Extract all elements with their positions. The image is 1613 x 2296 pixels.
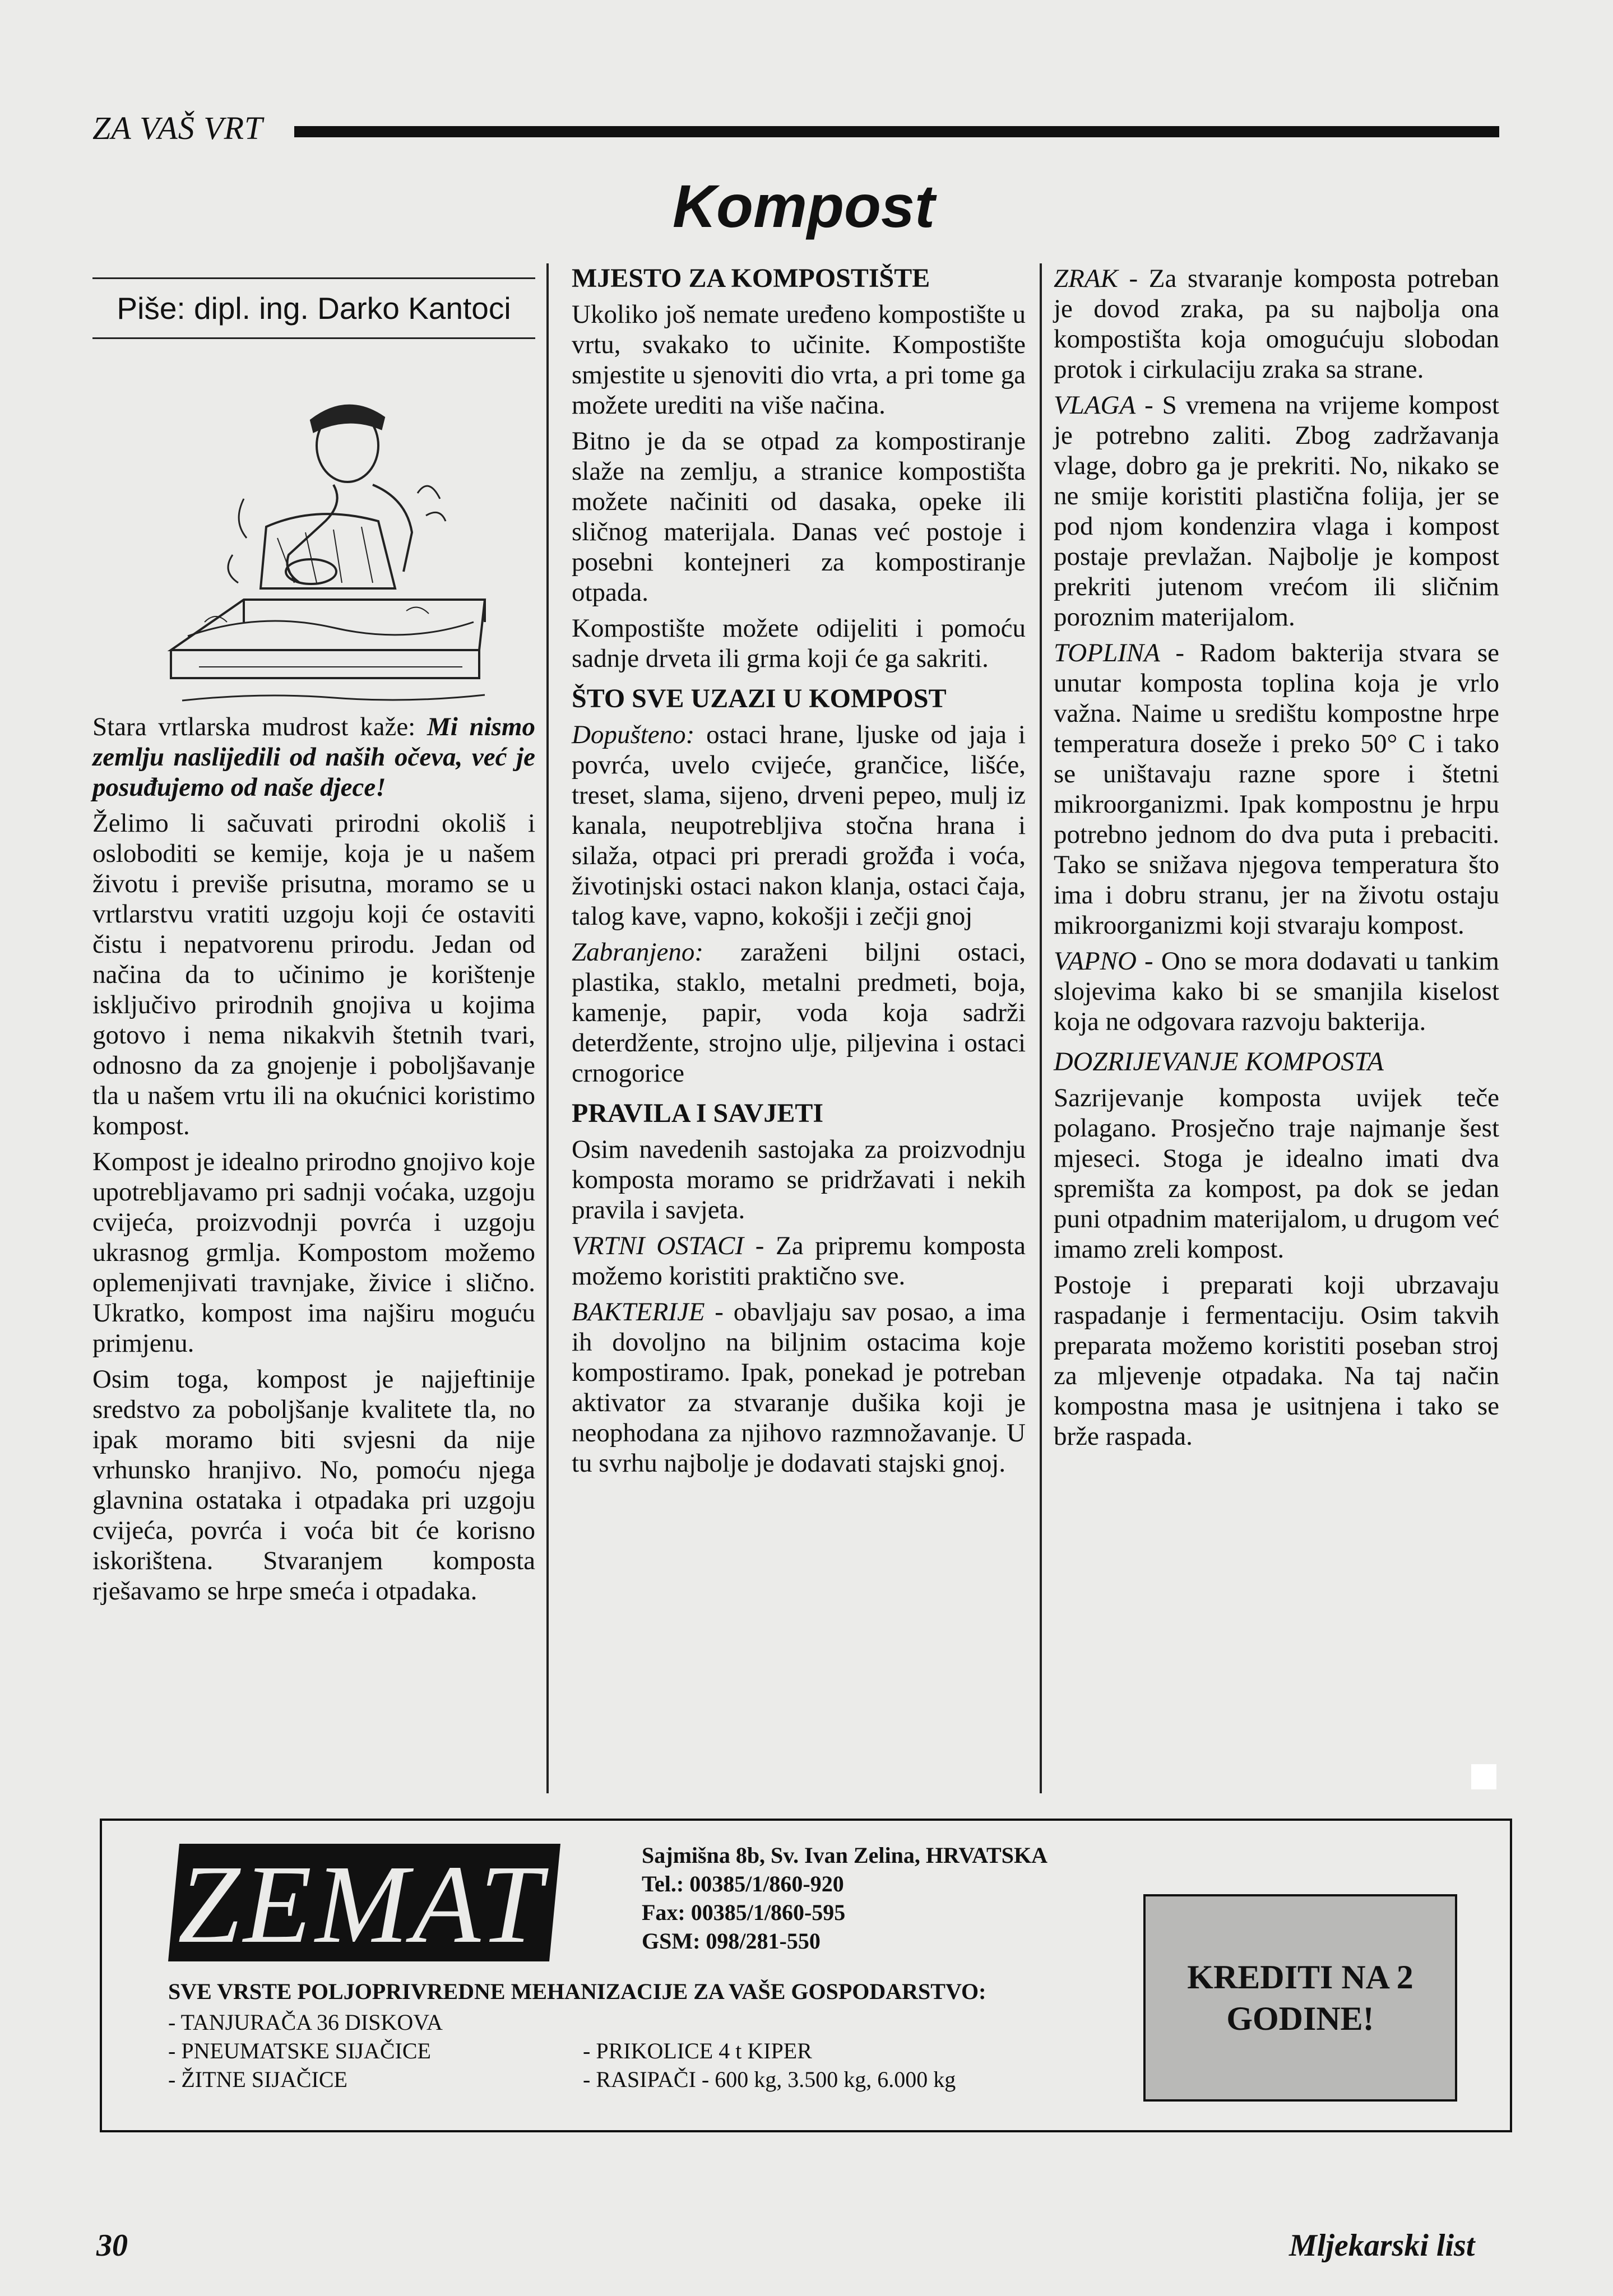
subheading: DOZRIJEVANJE KOMPOSTA xyxy=(1054,1047,1384,1077)
author-text: Piše: dipl. ing. Darko Kantoci xyxy=(117,291,511,326)
fax: Fax: 00385/1/860-595 xyxy=(642,1900,846,1925)
intro-paragraph xyxy=(92,712,535,803)
column-2-text xyxy=(572,263,1026,1484)
subheading: ŠTO SVE UZAZI U KOMPOST xyxy=(572,684,947,713)
column-3-text xyxy=(1054,263,1499,1457)
term-label: VLAGA xyxy=(1054,391,1136,420)
paragraph: Postoje i preparati koji ubrzavaju raspadanje i fermentaciju. Osim takvih preparata možemo koristiti poseban stroj za mljevenje otpadaka. Na taj način kompostna masa je usitnjena i tako se brže raspada. xyxy=(1054,1270,1499,1451)
term-text: - Radom bakterija stvara se unutar komposta toplina koja je vrlo važna. Naime u središtu kompostne hrpe temperatura doseže i preko 50° C i tako se uništavaju razne spore i štetni mikroorganizmi. Ipak kompostnu je hrpu potrebno jednom do dva puta i prebaciti. Tako se snižava njegova temperatura što ima i dobru stranu, jer na životu ostaju mikroorganizmi koji stvaraju kompost. xyxy=(1054,638,1499,940)
section-label: ZA VAŠ VRT xyxy=(92,110,263,146)
paragraph xyxy=(1054,946,1499,1037)
gardener-compost-illustration xyxy=(149,387,502,717)
term-label: TOPLINA xyxy=(1054,638,1160,667)
intro-text: Stara vrtlarska mudrost kaže: xyxy=(92,712,427,741)
address: Sajmišna 8b, Sv. Ivan Zelina, HRVATSKA xyxy=(642,1843,1047,1868)
credit-promo-box xyxy=(1143,1894,1457,2102)
term-text: - obavljaju sav posao, a ima ih dovoljno na biljnim ostacima koje kompostiramo. Ipak, ponekad je potreban aktivator za stvaranje dušika koji je neophodana za njihovo razmnožavanje. U tu svrhu najbolje je dodavati stajski gnoj. xyxy=(572,1297,1026,1478)
author-byline xyxy=(92,277,535,339)
paragraph: Kompostište možete odijeliti i pomoću sadnje drveta ili grma koji će ga sakriti. xyxy=(572,614,1026,673)
list-item: - TANJURAČA 36 DISKOVA xyxy=(168,2010,443,2035)
term-label: Dopušteno: xyxy=(572,720,695,749)
column-1-text xyxy=(92,712,535,1612)
paragraph xyxy=(572,1297,1026,1478)
paragraph xyxy=(572,1231,1026,1291)
term-label: ZRAK xyxy=(1054,264,1118,293)
phone: Tel.: 00385/1/860-920 xyxy=(642,1871,844,1896)
ad-list-right xyxy=(583,2037,956,2094)
publication-name: Mljekarski list xyxy=(1289,2228,1475,2263)
term-text: - Za pripremu komposta možemo koristiti praktično sve. xyxy=(572,1231,1026,1291)
article-title: Kompost xyxy=(673,172,935,240)
promo-text: KREDITI NA 2 GODINE! xyxy=(1187,1959,1413,2037)
subheading: MJESTO ZA KOMPOSTIŠTE xyxy=(572,263,930,293)
subheading: PRAVILA I SAVJETI xyxy=(572,1098,824,1128)
column-divider-1 xyxy=(546,263,549,1793)
paragraph: Osim navedenih sastojaka za proizvodnju komposta moramo se pridržavati i nekih pravila i savjeta. xyxy=(572,1135,1026,1224)
ad-headline: SVE VRSTE POLJOPRIVREDNE MEHANIZACIJE ZA VAŠE GOSPODARSTVO: xyxy=(168,1979,986,2004)
term-label: VRTNI OSTACI xyxy=(572,1231,744,1260)
end-mark xyxy=(1471,1764,1496,1789)
term-label: BAKTERIJE xyxy=(572,1297,705,1326)
paragraph xyxy=(572,937,1026,1088)
term-text: - S vremena na vrijeme kompost je potrebno zaliti. Zbog zadržavanja vlage, dobro ga je prekriti. No, nikako se ne smije koristiti plastična folija, jer se pod njom kondenzira vlaga i kompost postaje prevlažan. Najbolje je kompost prekriti jutenom vrećom ili sličnim poroznim materijalom. xyxy=(1054,391,1499,632)
mobile: GSM: 098/281-550 xyxy=(642,1928,821,1954)
contact-info xyxy=(642,1841,1047,1955)
logo-text: ZEMAT xyxy=(178,1844,545,1961)
term-label: VAPNO xyxy=(1054,947,1137,976)
paragraph xyxy=(572,720,1026,931)
paragraph: Kompost je idealno prirodno gnojivo koje upotrebljavamo pri sadnji voćaka, uzgoju cvijeća, proizvodnji povrća i uzgoju ukrasnog grmlja. Kompostom možemo oplemenjivati travnjake, živice i slično. Ukratko, kompost ima najširu moguću primjenu. xyxy=(92,1147,535,1358)
list-item: - ŽITNE SIJAČICE xyxy=(168,2067,347,2092)
term-label: Zabranjeno: xyxy=(572,938,703,967)
zemat-logo xyxy=(168,1844,560,1961)
column-divider-2 xyxy=(1040,263,1042,1793)
term-text: - Ono se mora dodavati u tankim slojevima kako bi se smanjila kiselost koja ne odgovara razvoju bakterija. xyxy=(1054,947,1499,1036)
paragraph: Ukoliko još nemate uređeno kompostište u vrtu, svakako to učinite. Kompostište smjestite u sjenoviti dio vrta, a pri tome ga možete urediti na više načina. xyxy=(572,300,1026,420)
term-text: zaraženi biljni ostaci, plastika, staklo, metalni predmeti, boja, kamenje, papir, voda koja sadrži deterdžente, strojno ulje, piljevina i ostaci crnogorice xyxy=(572,938,1026,1088)
paragraph: Sazrijevanje komposta uvijek teče polagano. Prosječno traje najmanje šest mjeseci. Stoga je idealno imati dva spremišta za kompost, pa dok se jedan puni otpadnim materijalom, u drugom već imamo zreli kompost. xyxy=(1054,1083,1499,1264)
page-number: 30 xyxy=(96,2228,128,2263)
term-text: - Za stvaranje komposta potreban je dovod zraka, pa su najbolja ona kompostišta koja omogućuju slobodan protok i cirkulaciju zraka sa strane. xyxy=(1054,264,1499,384)
header-rule xyxy=(294,126,1499,137)
list-item: - PRIKOLICE 4 t KIPER xyxy=(583,2038,812,2063)
paragraph xyxy=(1054,390,1499,632)
paragraph: Želimo li sačuvati prirodni okoliš i osloboditi se kemije, koja je u našem životu i previše prisutna, moramo se u vrtlarstvu vratiti uzgoju koji će ostaviti čistu i nepatvorenu prirodu. Jedan od načina da to učinimo je korištenje isključivo prirodnih gnojiva u kojima gotovo i nema nikakvih štetnih tvari, odnosno da za gnojenje i poboljšavanje tla u našem vrtu ili na okućnici koristimo kompost. xyxy=(92,809,535,1140)
list-item: - RASIPAČI - 600 kg, 3.500 kg, 6.000 kg xyxy=(583,2067,956,2092)
ad-list-left xyxy=(168,2008,443,2094)
intro-quote: Mi nismo zemlju naslijedili od naših očeva, već je posuđujemo od naše djece! xyxy=(92,712,535,802)
paragraph xyxy=(1054,638,1499,940)
paragraph: Bitno je da se otpad za kompostiranje slaže na zemlju, a stranice kompostišta možete načiniti od dasaka, opeke ili sličnog materijala. Danas već postoje i posebni kontejneri za kompostiranje otpada. xyxy=(572,426,1026,607)
paragraph: Osim toga, kompost je najjeftinije sredstvo za poboljšanje kvalitete tla, no ipak moramo biti svjesni da nije vrhunsko hranjivo. No, pomoću njega glavnina ostataka i otpadaka pri uzgoju cvijeća, povrća i voća bit će korisno iskorištena. Stvaranjem komposta rješavamo se hrpe smeća i otpadaka. xyxy=(92,1365,535,1606)
list-item: - PNEUMATSKE SIJAČICE xyxy=(168,2038,431,2063)
paragraph xyxy=(1054,263,1499,384)
term-text: ostaci hrane, ljuske od jaja i povrća, uvelo cvijeće, grančice, lišće, treset, slama, sijeno, drveni pepeo, mulj iz kanala, neupotrebljiva stočna hrana i silaža, otpaci pri preradi grožđa i voća, životinjski ostaci nakon klanja, ostaci čaja, talog kave, vapno, kokošji i zečji gnoj xyxy=(572,720,1026,931)
